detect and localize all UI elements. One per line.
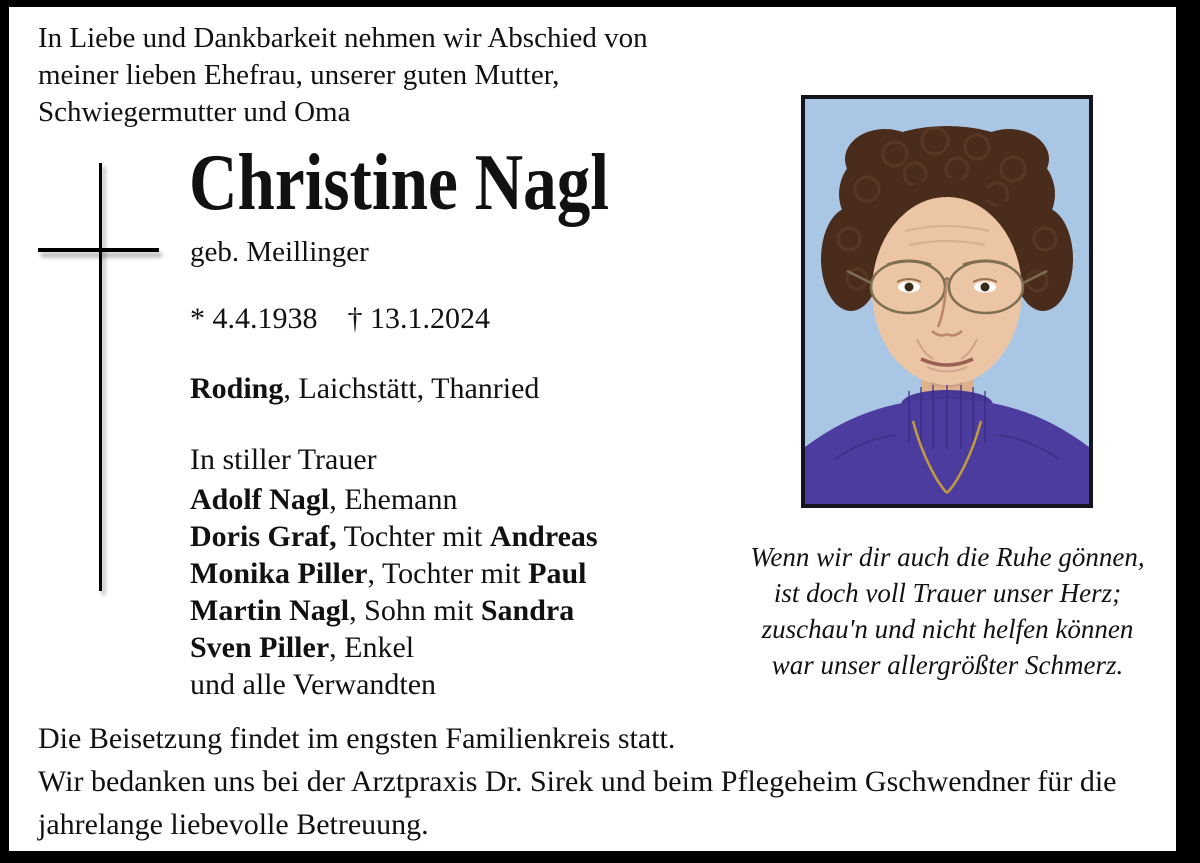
mourner-line — [190, 518, 598, 555]
mourner-line-segment: Andreas — [489, 520, 598, 553]
poem-line: zuschau'n und nicht helfen können — [761, 614, 1134, 644]
maiden-name: geb. Meillinger — [190, 236, 369, 268]
mourners-list — [190, 481, 598, 703]
mourner-line — [190, 629, 598, 666]
mourner-line-segment: Martin Nagl — [190, 594, 350, 627]
mourner-line-segment: , Ehemann — [329, 483, 458, 516]
residence-line — [190, 372, 539, 406]
mourner-line-segment: , Sohn mit — [349, 594, 481, 627]
mourner-line-segment: , Enkel — [329, 631, 415, 664]
mourning-heading: In stiller Trauer — [190, 443, 377, 476]
poem-line: war unser allergrößter Schmerz. — [771, 650, 1124, 680]
intro-text: In Liebe und Dankbarkeit nehmen wir Abschied von meiner lieben Ehefrau, unserer guten Mutter, Schwiegermutter und Oma — [38, 22, 648, 128]
portrait-photo — [801, 95, 1093, 508]
cross-horizontal-bar — [38, 248, 159, 252]
mourner-line-segment: Paul — [528, 557, 587, 590]
residence-town: Roding — [190, 372, 284, 405]
burial-notice: Die Beisetzung findet im engsten Familienkreis statt. — [38, 722, 676, 755]
mourner-line-segment: Doris Graf, — [190, 520, 337, 553]
mourner-line — [190, 592, 598, 629]
mourner-line-segment: Sven Piller — [190, 631, 330, 664]
mourner-line-segment: Tochter mit — [336, 520, 490, 553]
mourner-line — [190, 555, 598, 592]
residence-other: , Laichstätt, Thanried — [283, 372, 540, 405]
thanks-paragraph: Wir bedanken uns bei der Arztpraxis Dr. Sirek und beim Pflegeheim Gschwendner für die jahrelange liebevolle Betreuung. — [38, 765, 1117, 841]
poem-line: Wenn wir dir auch die Ruhe gönnen, — [750, 542, 1145, 572]
birth-date: * 4.4.1938 — [190, 302, 318, 335]
cross-vertical-bar — [99, 163, 102, 591]
mourner-line: und alle Verwandten — [190, 668, 437, 701]
mourner-line-segment: Adolf Nagl — [190, 483, 330, 516]
life-dates — [190, 302, 490, 336]
poem-line: ist doch voll Trauer unser Herz; — [773, 578, 1122, 608]
portrait-illustration — [805, 99, 1089, 504]
mourner-line-segment: Sandra — [480, 594, 575, 627]
deceased-name: Christine Nagl — [189, 139, 609, 227]
condolence-poem — [710, 539, 1185, 683]
mourner-line-segment: Monika Piller — [190, 557, 368, 590]
mourner-line — [190, 481, 598, 518]
mourner-line-segment: , Tochter mit — [367, 557, 529, 590]
death-date: † 13.1.2024 — [347, 302, 490, 335]
